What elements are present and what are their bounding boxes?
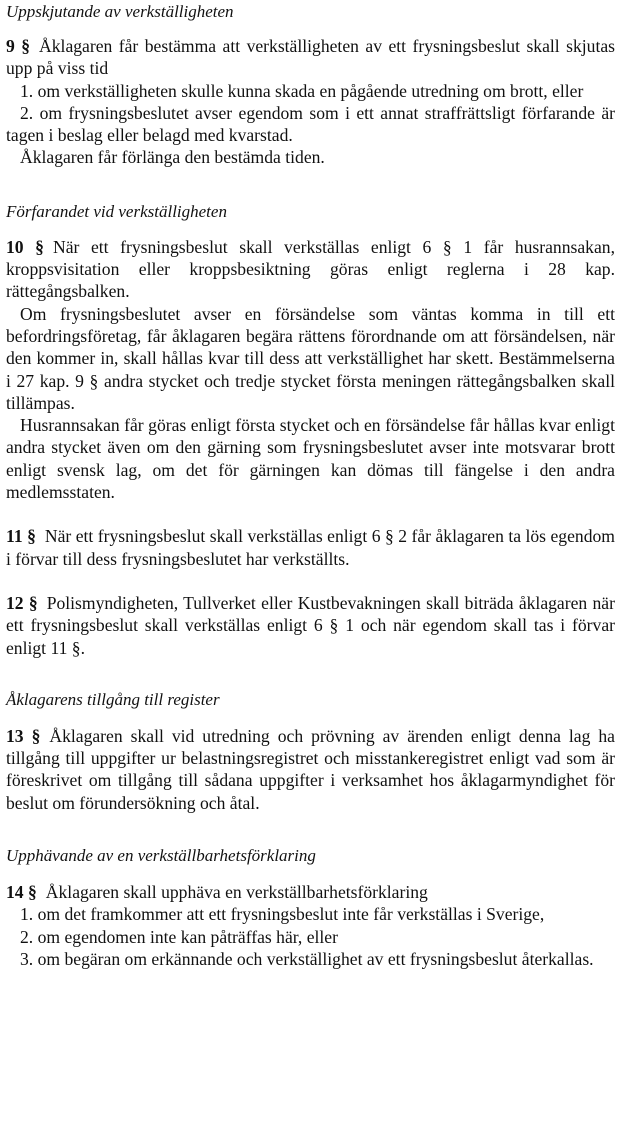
section-13-text: Åklagaren skall vid utredning och prövning av ärenden enligt denna lag ha tillgång till uppgifter ur belastningsregistret och misstankeregistret enligt vad som är föreskrivet om tillgång till sådana uppgifter i verksamhet hos åklagarmyndighet för beslut om förundersökning och åtal.	[6, 725, 615, 813]
section-9-number: 9 §	[6, 36, 31, 56]
section-12-number: 12 §	[6, 592, 38, 613]
section-14-number: 14 §	[6, 882, 37, 903]
section-9-item-2: 2. om frysningsbeslutet avser egendom som i ett annat straffrättsligt förfarande är tagen i beslag eller belagd med kvarstad.	[6, 102, 615, 146]
document-page	[6, 0, 615, 970]
section-9-intro	[6, 35, 615, 80]
section-12-text: Polismyndigheten, Tullverket eller Kustbevakningen skall biträda åklagaren när ett frysningsbeslut skall verkställas enligt 6 § 1 och när egendom skall tas i förvar enligt 11 §.	[6, 592, 615, 658]
heading-postponement: Uppskjutande av verkställigheten	[6, 2, 234, 21]
section-14-text: Åklagaren skall upphäva en verkställbarhetsförklaring	[45, 882, 428, 903]
section-9-item-1: 1. om verkställigheten skulle kunna skada en pågående utredning om brott, eller	[20, 80, 584, 101]
section-9-closing: Åklagaren får förlänga den bestämda tiden.	[20, 147, 325, 168]
section-14-item-2: 2. om egendomen inte kan påträffas här, eller	[20, 926, 338, 947]
section-10-number: 10 §	[6, 236, 44, 257]
section-12	[6, 592, 615, 659]
section-10-p1	[6, 236, 615, 303]
section-13	[6, 725, 615, 814]
section-14-intro	[6, 881, 615, 903]
section-10-p3: Husrannsakan får göras enligt första stycket och en försändelse får hållas kvar enligt andra stycket även om den gärning som frysningsbeslutet avser inte motsvarar brott enligt svensk lag, om det för gärningen kan dömas till fängelse i den andra medlemsstaten.	[6, 415, 615, 503]
heading-revocation: Upphävande av en verkställbarhetsförklaring	[6, 846, 316, 866]
section-11-number: 11 §	[6, 526, 36, 547]
section-11-text: När ett frysningsbeslut skall verkställas enligt 6 § 2 får åklagaren ta lös egendom i förvar till dess frysningsbeslutet har verkställts.	[6, 526, 615, 569]
heading-procedure: Förfarandet vid verkställigheten	[6, 201, 227, 221]
section-13-number: 13 §	[6, 725, 41, 746]
section-10-p2: Om frysningsbeslutet avser en försändelse som väntas komma in till ett befordringsföretag, får åklagaren begära rättens förordnande om att försändelsen, när den kommer in, skall hållas kvar till dess att verkställighet har skett. Bestämmelserna i 27 kap. 9 § andra stycket och tredje stycket första meningen rättegångsbalken skall tillämpas.	[6, 303, 615, 413]
heading-register-access: Åklagarens tillgång till register	[6, 689, 220, 709]
section-11	[6, 525, 615, 570]
section-14-item-3: 3. om begäran om erkännande och verkställighet av ett frysningsbeslut återkallas.	[20, 948, 594, 969]
section-9-text: Åklagaren får bestämma att verkställigheten av ett frysningsbeslut skall skjutas upp på viss tid	[6, 36, 615, 79]
section-14-item-1: 1. om det framkommer att ett frysningsbeslut inte får verkställas i Sverige,	[20, 904, 545, 925]
section-10-text-1: När ett frysningsbeslut skall verkställas enligt 6 § 1 får husrannsakan, kroppsvisitation eller kroppsbesiktning göras enligt reglerna i 28 kap. rättegångsbalken.	[6, 236, 615, 302]
